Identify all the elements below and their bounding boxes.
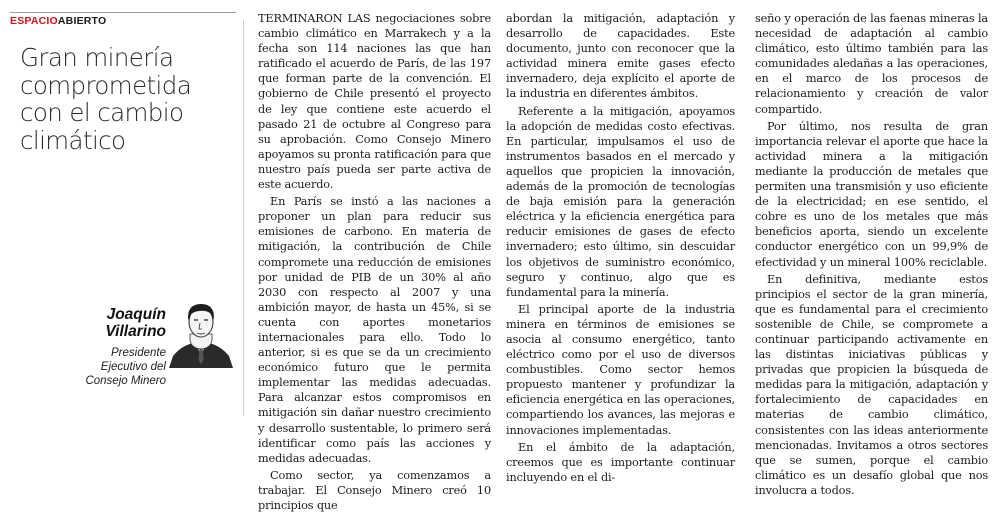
author-last-name: Villarino: [105, 323, 166, 340]
author-title-line: Presidente: [111, 347, 166, 359]
section-tag: [10, 12, 236, 27]
author-title-line: Ejecutivo del: [100, 361, 166, 373]
section-tag-part2: ABIERTO: [57, 15, 107, 27]
author-title-line: Consejo Minero: [85, 375, 166, 387]
section-tag-part1: ESPACIO: [10, 15, 58, 27]
author-name: [46, 306, 166, 340]
article-column-1: [258, 11, 491, 512]
author-title: [38, 346, 166, 388]
article-headline: Gran minería comprometida con el cambio climático: [20, 43, 192, 155]
article-paragraph: TERMINARON LAS negociaciones sobre cambio climático en Marrakech y a la fecha son 114 naciones las que han ratificado el acuerdo de París, de las 197 que forman parte de la convención. El gobierno de Chile presentó el proyecto de ley que contiene este acuerdo el pasado 21 de octubre al Congreso para su aprobación. Como Consejo Minero apoyamos su pronta ratificación para que nuestro país pueda ser parte activa de este acuerdo.: [258, 12, 491, 192]
article-paragraph: Por último, nos resulta de gran importancia relevar el aporte que hace la actividad minera a la mitigación mediante la producción de metales que permiten una transmisión y uso eficiente de la electricidad; en ese sentido, el cobre es uno de los metales que más beneficios aporta, siendo un excelente conductor energético con un 99,9% de efectividad y un mineral 100% reciclable.: [755, 119, 988, 269]
author-portrait-illustration: [167, 296, 235, 368]
article-paragraph: En el ámbito de la adaptación, creemos que es importante continuar incluyendo en el di-: [506, 440, 735, 484]
article-paragraph: abordan la mitigación, adaptación y desarrollo de capacidades. Este documento, junto con reconocer que la actividad minera emite gases efecto invernadero, deja explícito el aporte de la industria en diferentes ámbitos.: [506, 12, 735, 101]
article-paragraph: seño y operación de las faenas mineras la necesidad de adaptación al cambio climático, esto último también para las comunidades aledañas a las operaciones, en el marco de los procesos de relacionamiento y creación de valor compartido.: [755, 12, 988, 116]
article-paragraph: Como sector, ya comenzamos a trabajar. El Consejo Minero creó 10 principios que: [258, 468, 491, 512]
article-column-3: [755, 11, 988, 497]
article-paragraph: En París se instó a las naciones a proponer un plan para reducir sus emisiones de carbono. En materia de mitigación, la contribución de Chile compromete una reducción de emisiones por unidad de PIB de un 30% al año 2030 con respecto al 2007 y una ambición mayor, de hasta un 45%, si se cuenta con aportes monetarios internacionales para ello. Todo lo anterior, si es que se da un crecimiento económico futuro que le permita implementar las medidas adecuadas. Para alcanzar estos compromisos en mitigación sin dañar nuestro crecimiento y desarrollo sustentable, lo primero será identificar como país las acciones y medidas adecuadas.: [258, 195, 491, 465]
article-paragraph: En definitiva, mediante estos principios el sector de la gran minería, que es fundamental para el crecimiento sostenible de Chile, se compromete a continuar participando activamente en las distintas iniciativas públicas y privadas que propicien la búsqueda de medidas para la mitigación, adaptación y fortalecimiento de capacidades en materias de cambio climático, consistentes con las ideas anteriormente mencionadas. Invitamos a otros sectores que se sumen, porque el cambio climático es un desafío global que nos involucra a todos.: [755, 272, 988, 497]
article-column-2: [506, 11, 735, 484]
article-paragraph: Referente a la mitigación, apoyamos la adopción de medidas costo efectivas. En particular, impulsamos el uso de instrumentos basados en el mercado y aquellos que propicien la innovación, además de la promoción de tecnologías de baja emisión para la generación eléctrica y la eficiencia energética para reducir emisiones de gases de efecto invernadero; esto último, sin descuidar los objetivos de suministro económico, seguro y continuo, algo que es fundamental para la minería.: [506, 104, 735, 299]
article-paragraph: El principal aporte de la industria minera en términos de emisiones se asocia al consumo energético, tanto eléctrico como por el uso de diversos combustibles. Como sector hemos propuesto mantener y profundizar la eficiencia energética en las operaciones, compartiendo los avances, las mejoras e innovaciones implementadas.: [506, 302, 735, 437]
author-first-name: Joaquín: [106, 306, 166, 323]
